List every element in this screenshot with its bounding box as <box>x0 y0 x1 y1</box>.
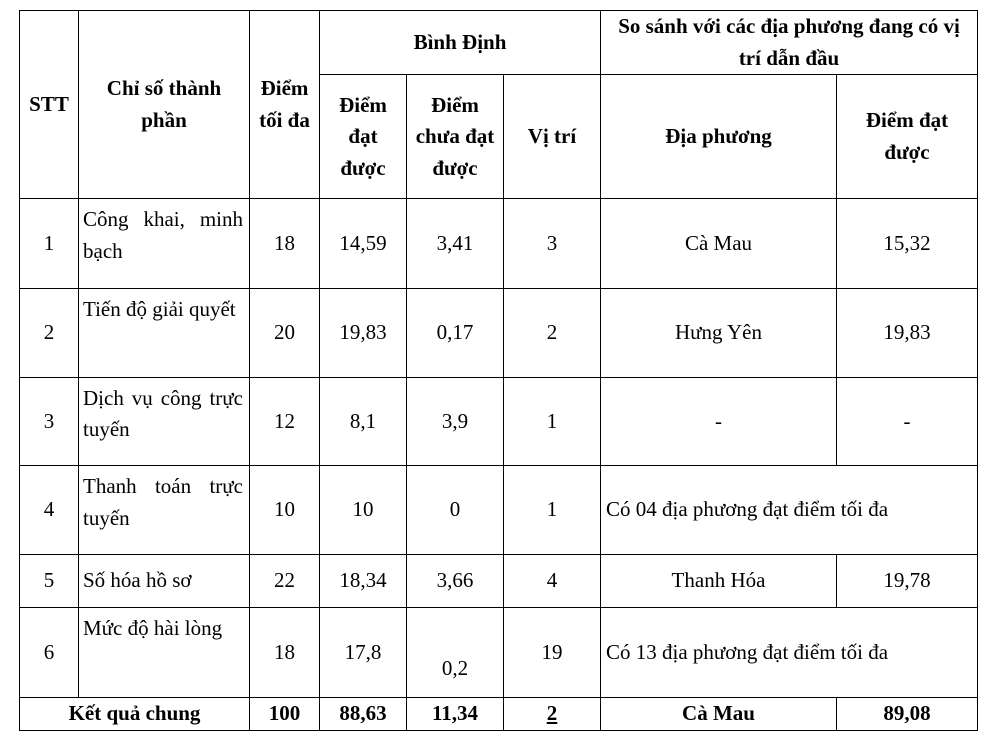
header-locality: Địa phương <box>601 75 837 199</box>
row-locality: Thanh Hóa <box>601 554 837 607</box>
row-max: 20 <box>250 288 320 377</box>
row-stt: 1 <box>20 199 79 289</box>
total-not-achieved: 11,34 <box>407 697 504 730</box>
row-locality: Cà Mau <box>601 199 837 289</box>
row-not-achieved: 0,17 <box>407 288 504 377</box>
header-rank: Vị trí <box>504 75 601 199</box>
row-index-name: Dịch vụ công trực tuyến <box>79 377 250 466</box>
row-max: 18 <box>250 608 320 698</box>
total-locality-score: 89,08 <box>837 697 978 730</box>
header-province-group: Bình Định <box>320 11 601 75</box>
row-achieved: 19,83 <box>320 288 407 377</box>
row-achieved: 10 <box>320 466 407 555</box>
row-locality-score: 19,78 <box>837 554 978 607</box>
row-note: Có 04 địa phương đạt điểm tối đa <box>601 466 978 555</box>
total-row <box>20 697 978 730</box>
row-stt: 3 <box>20 377 79 466</box>
row-max: 12 <box>250 377 320 466</box>
header-not-achieved: Điểm chưa đạt được <box>407 75 504 199</box>
row-index-name: Số hóa hồ sơ <box>79 554 250 607</box>
table-row <box>20 608 978 698</box>
row-achieved: 14,59 <box>320 199 407 289</box>
row-stt: 5 <box>20 554 79 607</box>
header-max-score: Điểm tối đa <box>250 11 320 199</box>
row-stt: 6 <box>20 608 79 698</box>
score-table <box>19 10 978 731</box>
row-max: 22 <box>250 554 320 607</box>
total-rank <box>504 697 601 730</box>
row-max: 10 <box>250 466 320 555</box>
total-achieved: 88,63 <box>320 697 407 730</box>
row-index-name: Công khai, minh bạch <box>79 199 250 289</box>
row-note: Có 13 địa phương đạt điểm tối đa <box>601 608 978 698</box>
row-stt: 2 <box>20 288 79 377</box>
header-achieved: Điểm đạt được <box>320 75 407 199</box>
row-achieved: 8,1 <box>320 377 407 466</box>
row-not-achieved: 0 <box>407 466 504 555</box>
total-rank-value: 2 <box>546 701 558 726</box>
table-row <box>20 466 978 555</box>
row-not-achieved: 3,9 <box>407 377 504 466</box>
table-row <box>20 377 978 466</box>
row-locality-score: 15,32 <box>837 199 978 289</box>
row-rank: 2 <box>504 288 601 377</box>
row-rank: 3 <box>504 199 601 289</box>
row-locality-score: - <box>837 377 978 466</box>
header-stt: STT <box>20 11 79 199</box>
row-index-name: Mức độ hài lòng <box>79 608 250 698</box>
row-achieved: 17,8 <box>320 608 407 698</box>
row-rank: 4 <box>504 554 601 607</box>
header-locality-score: Điểm đạt được <box>837 75 978 199</box>
row-not-achieved: 0,2 <box>407 608 504 698</box>
row-rank: 1 <box>504 377 601 466</box>
row-locality: - <box>601 377 837 466</box>
row-max: 18 <box>250 199 320 289</box>
row-index-name: Tiến độ giải quyết <box>79 288 250 377</box>
row-locality-score: 19,83 <box>837 288 978 377</box>
row-rank: 19 <box>504 608 601 698</box>
row-not-achieved: 3,41 <box>407 199 504 289</box>
table-row <box>20 554 978 607</box>
row-rank: 1 <box>504 466 601 555</box>
row-stt: 4 <box>20 466 79 555</box>
row-achieved: 18,34 <box>320 554 407 607</box>
header-row-1 <box>20 11 978 75</box>
row-not-achieved: 3,66 <box>407 554 504 607</box>
row-index-name: Thanh toán trực tuyến <box>79 466 250 555</box>
row-locality: Hưng Yên <box>601 288 837 377</box>
total-max: 100 <box>250 697 320 730</box>
header-index: Chỉ số thành phần <box>79 11 250 199</box>
table-row <box>20 288 978 377</box>
total-locality: Cà Mau <box>601 697 837 730</box>
total-label: Kết quả chung <box>20 697 250 730</box>
header-compare-group: So sánh với các địa phương đang có vị trí dẫn đầu <box>601 11 978 75</box>
table-row <box>20 199 978 289</box>
